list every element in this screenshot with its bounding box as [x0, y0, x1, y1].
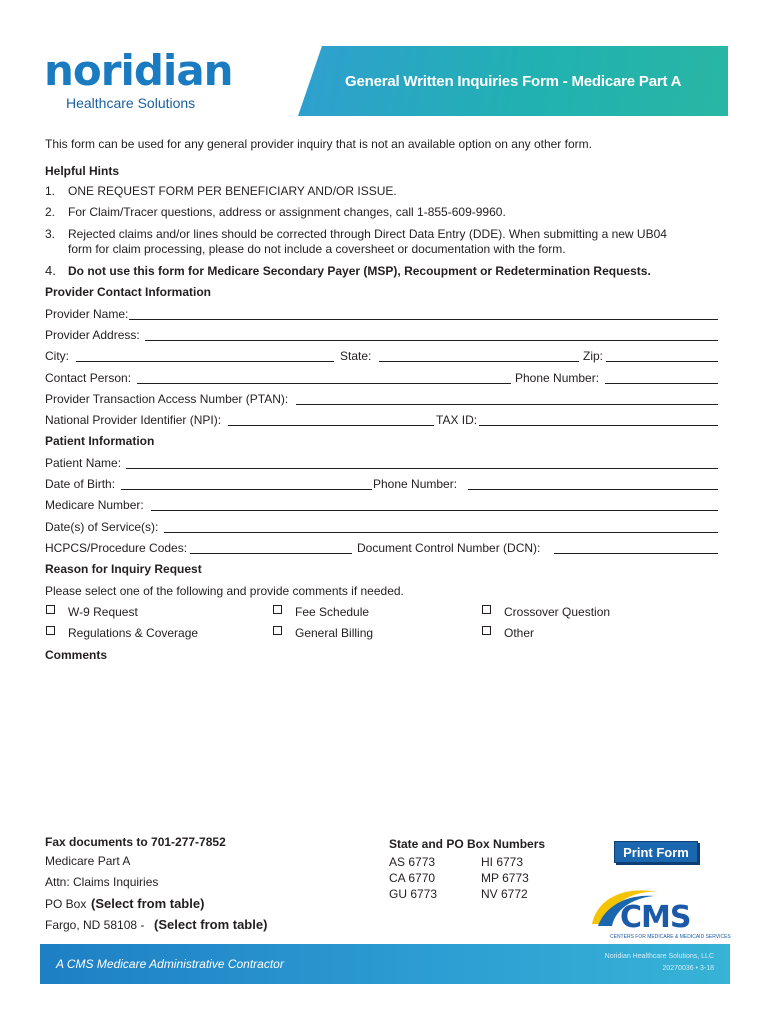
logo-subtitle: Healthcare Solutions: [66, 95, 196, 111]
patient-name-label: Patient Name:: [45, 456, 122, 470]
general-billing-checkbox[interactable]: [273, 626, 282, 635]
dates-of-service-field[interactable]: [164, 532, 718, 533]
cms-subtitle: CENTERS FOR MEDICARE & MEDICAID SERVICES: [610, 934, 731, 940]
npi-field[interactable]: [228, 425, 434, 426]
patient-phone-label: Phone Number:: [373, 477, 458, 491]
dob-field[interactable]: [121, 489, 372, 490]
footer-text: A CMS Medicare Administrative Contractor: [56, 957, 284, 971]
hint-number: 2.: [45, 205, 56, 219]
cms-wordmark: CMS: [620, 900, 691, 935]
city-label: City:: [45, 349, 69, 363]
reason-heading: Reason for Inquiry Request: [45, 562, 202, 576]
dob-label: Date of Birth:: [45, 477, 116, 491]
contact-person-field[interactable]: [137, 383, 511, 384]
ptan-label: Provider Transaction Access Number (PTAN):: [45, 392, 289, 406]
comments-heading: Comments: [45, 648, 108, 662]
footer-company: Noridian Healthcare Solutions, LLC: [604, 953, 714, 960]
provider-phone-label: Phone Number:: [515, 371, 600, 385]
state-label: State:: [340, 349, 372, 363]
option-label: Regulations & Coverage: [68, 626, 199, 640]
provider-phone-field[interactable]: [605, 383, 718, 384]
dcn-label: Document Control Number (DCN):: [357, 541, 541, 555]
npi-label: National Provider Identifier (NPI):: [45, 413, 222, 427]
fee-schedule-checkbox[interactable]: [273, 605, 282, 614]
po-box-label: PO Box: [45, 897, 87, 911]
reason-instruction: Please select one of the following and provide comments if needed.: [45, 584, 404, 598]
hints-heading: Helpful Hints: [45, 164, 119, 178]
fax-line: Medicare Part A: [45, 854, 131, 868]
provider-name-label: Provider Name:: [45, 307, 129, 321]
noridian-logo: noridian: [44, 46, 233, 95]
provider-address-field[interactable]: [145, 340, 718, 341]
hcpcs-field[interactable]: [190, 553, 352, 554]
fax-line: Attn: Claims Inquiries: [45, 875, 159, 889]
fax-heading: Fax documents to 701-277-7852: [45, 835, 226, 849]
intro-text: This form can be used for any general provider inquiry that is not an available option on any other form.: [45, 137, 592, 151]
contact-person-label: Contact Person:: [45, 371, 132, 385]
hint-text: ONE REQUEST FORM PER BENEFICIARY AND/OR ISSUE.: [68, 184, 397, 198]
w9-request-checkbox[interactable]: [46, 605, 55, 614]
cms-logo: [588, 882, 731, 942]
form-title: General Written Inquiries Form - Medicare Part A: [345, 73, 682, 90]
zip-label: Zip:: [583, 349, 604, 363]
tax-id-label: TAX ID:: [436, 413, 478, 427]
comments-area[interactable]: [45, 666, 718, 826]
hint-number: 1.: [45, 184, 56, 198]
hint-text: For Claim/Tracer questions, address or assignment changes, call 1-855-609-9960.: [68, 205, 506, 219]
option-label: Fee Schedule: [295, 605, 370, 619]
po-table-cell: NV 6772: [481, 887, 528, 901]
po-table-cell: MP 6773: [481, 871, 529, 885]
tax-id-field[interactable]: [479, 425, 718, 426]
patient-name-field[interactable]: [126, 468, 718, 469]
provider-address-label: Provider Address:: [45, 328, 140, 342]
dcn-field[interactable]: [554, 553, 718, 554]
state-field[interactable]: [379, 361, 579, 362]
patient-phone-field[interactable]: [468, 489, 718, 490]
print-form-button[interactable]: Print Form: [614, 841, 698, 863]
crossover-question-checkbox[interactable]: [482, 605, 491, 614]
patient-heading: Patient Information: [45, 434, 155, 448]
po-table-cell: AS 6773: [389, 855, 436, 869]
option-label: W-9 Request: [68, 605, 138, 619]
provider-heading: Provider Contact Information: [45, 285, 212, 299]
po-table-cell: CA 6770: [389, 871, 436, 885]
hint-number: 4.: [45, 263, 56, 278]
option-label: Other: [504, 626, 535, 640]
other-checkbox[interactable]: [482, 626, 491, 635]
dates-of-service-label: Date(s) of Service(s):: [45, 520, 159, 534]
option-label: Crossover Question: [504, 605, 611, 619]
footer-code: 20270036 • 3-18: [662, 965, 714, 972]
hint-text: Rejected claims and/or lines should be corrected through Direct Data Entry (DDE). When submitting a new UB04: [68, 227, 667, 241]
hcpcs-label: HCPCS/Procedure Codes:: [45, 541, 188, 555]
option-label: General Billing: [295, 626, 374, 640]
hint-number: 3.: [45, 227, 56, 241]
hint-text: form for claim processing, please do not include a coversheet or documentation with the form.: [68, 242, 566, 256]
city-field[interactable]: [76, 361, 334, 362]
city-zip-label: Fargo, ND 58108 -: [45, 918, 145, 932]
hint-text: Do not use this form for Medicare Secondary Payer (MSP), Recoupment or Redetermination Requests.: [68, 264, 651, 278]
zip-suffix-select[interactable]: (Select from table): [154, 917, 268, 932]
ptan-field[interactable]: [296, 404, 718, 405]
regulations-coverage-checkbox[interactable]: [46, 626, 55, 635]
provider-name-field[interactable]: [129, 319, 718, 320]
po-table-cell: GU 6773: [389, 887, 438, 901]
po-box-select[interactable]: (Select from table): [91, 896, 205, 911]
medicare-number-field[interactable]: [151, 510, 718, 511]
zip-field[interactable]: [606, 361, 718, 362]
medicare-number-label: Medicare Number:: [45, 498, 144, 512]
po-table-heading: State and PO Box Numbers: [389, 837, 546, 851]
po-table-cell: HI 6773: [481, 855, 524, 869]
